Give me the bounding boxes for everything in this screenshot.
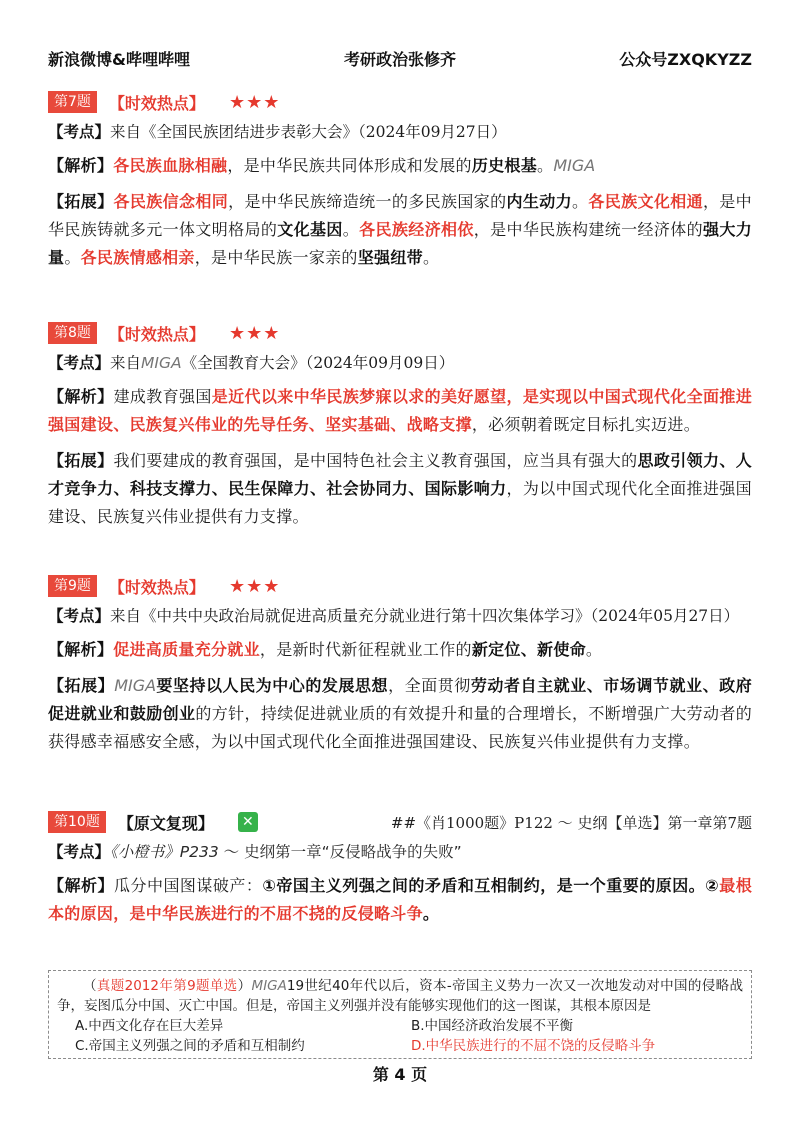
book-title-text: 《小橙书》 [110,843,180,861]
answer-options [57,1016,743,1056]
extension-paragraph [48,188,752,272]
header-author: 考研政治张修齐 [343,50,456,69]
body-text: 。 [585,640,603,659]
extension-label: 【拓展】 [48,676,115,695]
emphasis-bold-text: 内生动力 [506,192,572,211]
source-bracket: ） [237,978,252,994]
analysis-label: 【解析】 [48,387,114,406]
emphasis-bold-text: ①帝国主义列强之间的矛盾和互相制约，是一个重要的原因。② [262,876,720,895]
body-text: 来自《中共中央政治局就促进高质量充分就业进行第十四次集体学习》（2024年05月27日） [110,607,740,625]
question-tag: 【时效热点】 [108,93,205,113]
analysis-paragraph [48,152,752,180]
question-title-row [48,91,752,113]
question-number-badge: 第7题 [48,91,97,113]
emphasis-bold-text: 坚强纽带 [357,248,423,267]
past-exam-question-box [48,970,752,1059]
body-text: 的方针，持续促进就业质的有效提升和量的合理增长，不断增强广大劳动者的获得感幸福感安全感，为以中国式现代化全面推进强国建设、民族复兴伟业提供有力支撑。 [48,704,753,751]
question-tag: 【原文复现】 [117,813,214,833]
extension-label: 【拓展】 [48,192,114,211]
body-text: ，是中华民族共同体形成和发展的 [227,156,472,175]
emphasis-red-text: 各民族文化相通 [588,192,703,211]
watermark-text: MIGA [251,978,287,994]
exam-point-label: 【考点】 [48,354,111,372]
header-social-accounts: 新浪微博&哔哩哔哩 [48,50,190,69]
option-c: C.帝国主义列强之间的矛盾和互相制约 [75,1038,305,1054]
extension-paragraph [48,672,752,756]
analysis-paragraph [48,872,752,928]
watermark-text: MIGA [553,156,596,175]
analysis-label: 【解析】 [48,156,114,175]
body-text: ，全面贯彻 [388,676,471,695]
question-8 [48,322,752,531]
body-text: ，是中华民族构建统一经济体的 [473,220,703,239]
emphasis-red-text: 是近代以来中华民族梦寐以求的美好愿望，是实现以中国式现代化全面推进强国建设、民族复兴伟业的先导任务、坚实基础、战略支撑 [48,387,752,434]
question-number-badge: 第8题 [48,322,97,344]
question-10 [48,811,752,928]
body-text: ，为以中国式现代化全面推进强国建设、民族复兴伟业提供有力支撑。 [48,479,752,526]
body-text: 来自 [110,354,142,372]
extension-paragraph [48,447,752,531]
body-text: ，是中华民族铸就多元一体文明格局的 [48,192,752,239]
emphasis-red-text: 各民族信念相同 [113,192,229,211]
emphasis-red-text: 促进高质量充分就业 [113,640,260,659]
body-text: 。 [537,156,554,175]
emphasis-bold-text: 思政引领力、人才竞争力、科技支撑力、民生保障力、社会协同力、国际影响力 [48,451,752,498]
emphasis-bold-text: 历史根基 [471,156,538,175]
question-stem-text: 19世纪40年代以后，资本-帝国主义势力一次又一次地发动对中国的侵略战争，妄图瓜分中国、灭亡中国。但是，帝国主义列强并没有能够实现他们的这一图谋，其根本原因是 [57,978,743,1014]
emphasis-bold-text: 劳动者自主就业、市场调节就业、政府促进就业和鼓励创业 [48,676,752,723]
exam-point-label: 【考点】 [48,607,111,625]
question-title-row [48,575,752,597]
emphasis-red-text: 各民族情感相亲 [80,248,195,267]
exam-point-paragraph [48,349,752,377]
emphasis-bold-text: 文化基因 [277,220,343,239]
analysis-paragraph [48,636,752,664]
emphasis-bold-text: 要坚持以人民为中心的发展思想 [156,676,389,695]
emphasis-red-text: 最根本的原因，是中华民族进行的不屈不挠的反侵略斗争 [48,876,753,923]
exam-point-paragraph [48,118,752,146]
analysis-paragraph [48,383,752,439]
body-text: 。 [342,220,360,239]
body-text: ，是中华民族一家亲的 [194,248,358,267]
watermark-text: MIGA [141,354,182,372]
body-text: ，必须朝着既定目标扎实迈进。 [471,415,701,434]
question-reference: ##《肖1000题》P122 ～ 史纲【单选】第一章第7题 [390,813,752,832]
emphasis-bold-text: 新定位、新使命 [471,640,586,659]
option-b: B.中国经济政治发展不平衡 [411,1018,574,1034]
question-tag: 【时效热点】 [108,577,205,597]
page-header [48,49,752,71]
star-rating: ★★★ [228,575,281,597]
body-text: 。 [422,248,440,267]
body-text: 。 [64,248,81,267]
source-bracket: （ [83,978,97,994]
exam-point-label: 【考点】 [48,843,111,861]
analysis-label: 【解析】 [48,640,114,659]
analysis-label: 【解析】 [48,876,114,895]
emphasis-red-text: 各民族经济相依 [359,220,474,239]
question-7 [48,91,752,272]
cross-mark-icon: ✕ [238,812,258,832]
option-a: A.中西文化存在巨大差异 [75,1018,224,1034]
body-text: ，是中华民族缔造统一的多民族国家的 [228,192,507,211]
body-text: ，是新时代新征程就业工作的 [259,640,472,659]
star-rating: ★★★ [228,91,281,113]
watermark-text: MIGA [114,676,157,695]
question-title-row [48,322,752,344]
body-text: 瓜分中国图谋破产： [113,876,263,895]
question-number-badge: 第9题 [48,575,97,597]
emphasis-bold-text: 。 [422,904,440,923]
question-9 [48,575,752,756]
exam-point-paragraph [48,602,752,630]
question-tag: 【时效热点】 [108,324,205,344]
exam-question-stem [57,976,743,1016]
body-text: 建成教育强国 [113,387,212,406]
question-title-row [48,811,752,833]
header-wechat-account: 公众号ZXQKYZZ [619,50,752,69]
exam-point-paragraph [48,838,752,866]
body-text: 。 [571,192,589,211]
body-text: 来自《全国民族团结进步表彰大会》（2024年09月27日） [110,123,507,141]
option-d: D.中华民族进行的不屈不饶的反侵略斗争 [411,1038,656,1054]
page-number: 第 4 页 [372,1065,428,1084]
question-number-badge: 第10题 [48,811,106,833]
chapter-reference-text: ～ 史纲第一章“反侵略战争的失败” [218,843,462,861]
exam-point-label: 【考点】 [48,123,111,141]
emphasis-red-text: 各民族血脉相融 [113,156,228,175]
extension-label: 【拓展】 [48,451,114,470]
body-text: 我们要建成的教育强国，是中国特色社会主义教育强国，应当具有强大的 [113,451,638,470]
emphasis-bold-text: 强大力量 [48,220,753,267]
page-reference-text: P233 [179,843,219,861]
body-text: 《全国教育大会》（2024年09月09日） [181,354,455,372]
star-rating: ★★★ [228,322,281,344]
exam-source: 真题2012年第9题单选 [96,978,238,994]
